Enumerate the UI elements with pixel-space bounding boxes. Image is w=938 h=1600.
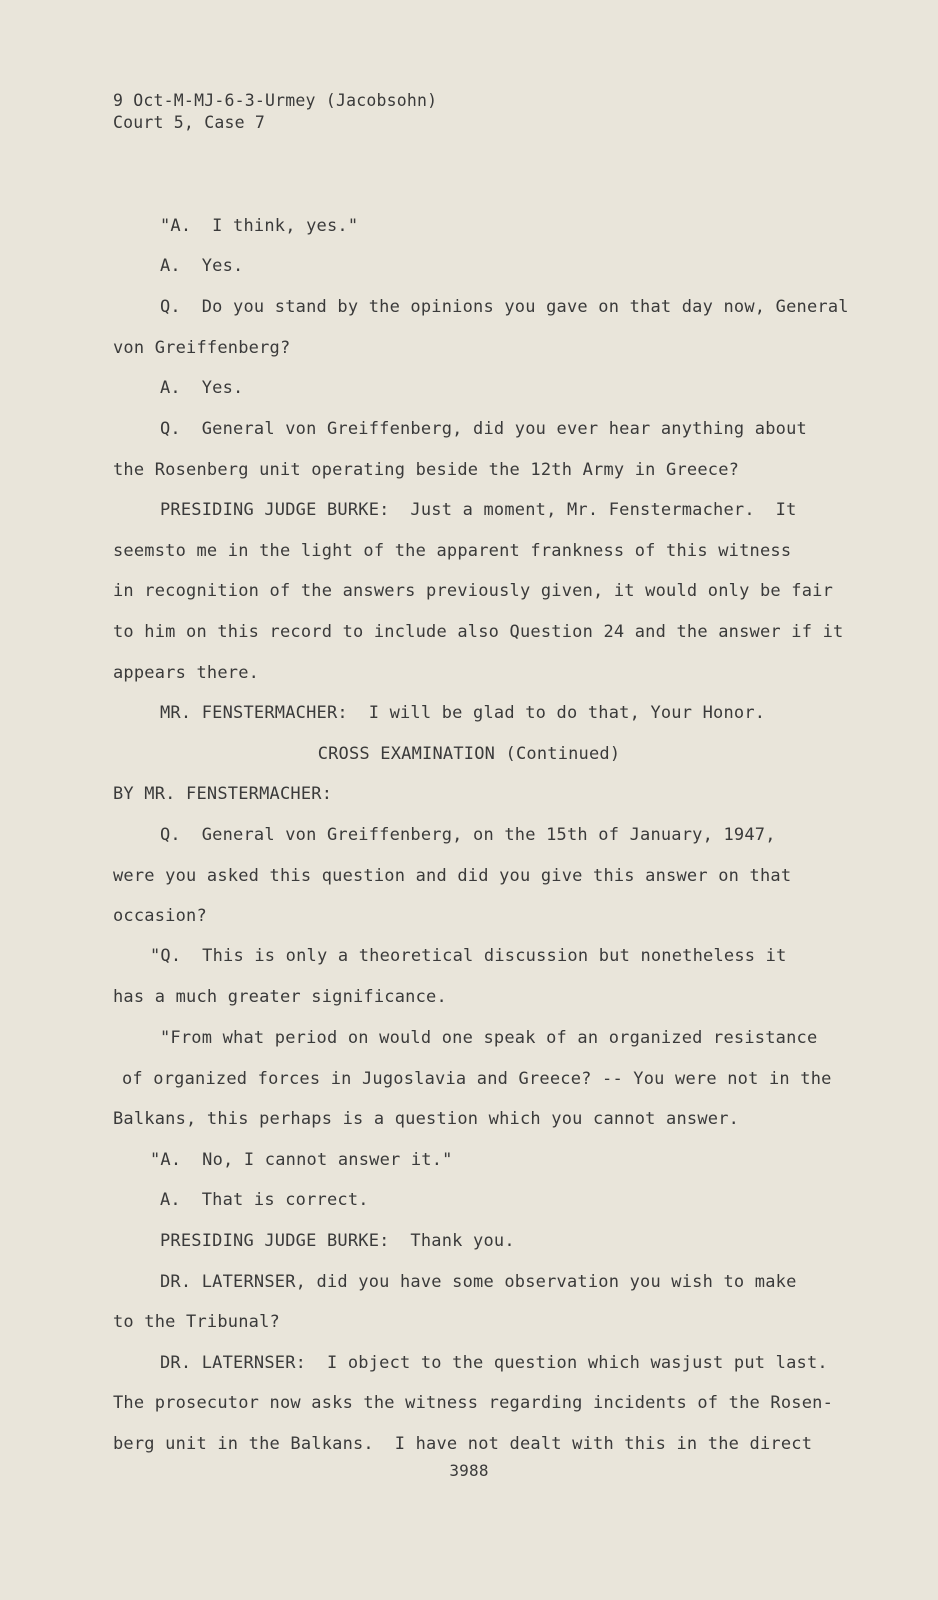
text-line: has a much greater significance. bbox=[113, 987, 447, 1007]
text-line: A. Yes. bbox=[160, 378, 244, 398]
text-line: DR. LATERNSER, did you have some observation you wish to make bbox=[160, 1272, 797, 1292]
text-line: to the Tribunal? bbox=[113, 1312, 280, 1332]
text-line: Q. General von Greiffenberg, on the 15th of January, 1947, bbox=[160, 825, 776, 845]
text-line: MR. FENSTERMACHER: I will be glad to do that, Your Honor. bbox=[160, 703, 766, 723]
text-line: to him on this record to include also Question 24 and the answer if it bbox=[113, 622, 844, 642]
text-line: BY MR. FENSTERMACHER: bbox=[113, 784, 333, 804]
text-line: Balkans, this perhaps is a question which you cannot answer. bbox=[113, 1109, 740, 1129]
text-line: appears there. bbox=[113, 663, 260, 683]
text-line: DR. LATERNSER: I object to the question which wasjust put last. bbox=[160, 1353, 828, 1373]
text-line: A. Yes. bbox=[160, 256, 244, 276]
text-line: "Q. This is only a theoretical discussion but nonetheless it bbox=[150, 946, 787, 966]
text-line: PRESIDING JUDGE BURKE: Just a moment, Mr. Fenstermacher. It bbox=[160, 500, 797, 520]
text-line: Q. Do you stand by the opinions you gave on that day now, General bbox=[160, 297, 849, 317]
text-line: "From what period on would one speak of an organized resistance bbox=[160, 1028, 818, 1048]
text-line: von Greiffenberg? bbox=[113, 338, 291, 358]
text-line: occasion? bbox=[113, 906, 207, 926]
section-heading: CROSS EXAMINATION (Continued) bbox=[317, 744, 621, 764]
text-line: "A. I think, yes." bbox=[160, 216, 359, 236]
text-line: berg unit in the Balkans. I have not dealt with this in the direct bbox=[113, 1434, 813, 1454]
text-line: were you asked this question and did you give this answer on that bbox=[113, 866, 792, 886]
text-line: The prosecutor now asks the witness regarding incidents of the Rosen- bbox=[113, 1393, 834, 1413]
text-line: "A. No, I cannot answer it." bbox=[150, 1150, 453, 1170]
text-line: of organized forces in Jugoslavia and Greece? -- You were not in the bbox=[122, 1069, 832, 1089]
header-line-1: 9 Oct-M-MJ-6-3-Urmey (Jacobsohn) bbox=[113, 91, 438, 110]
text-line: in recognition of the answers previously given, it would only be fair bbox=[113, 581, 834, 601]
text-line: seemsto me in the light of the apparent frankness of this witness bbox=[113, 541, 792, 561]
header-line-2: Court 5, Case 7 bbox=[113, 113, 266, 132]
text-line: the Rosenberg unit operating beside the 12th Army in Greece? bbox=[113, 460, 740, 480]
text-line: A. That is correct. bbox=[160, 1190, 369, 1210]
text-line: Q. General von Greiffenberg, did you ever hear anything about bbox=[160, 419, 807, 439]
page-number: 3988 bbox=[449, 1461, 489, 1480]
text-line: PRESIDING JUDGE BURKE: Thank you. bbox=[160, 1231, 515, 1251]
